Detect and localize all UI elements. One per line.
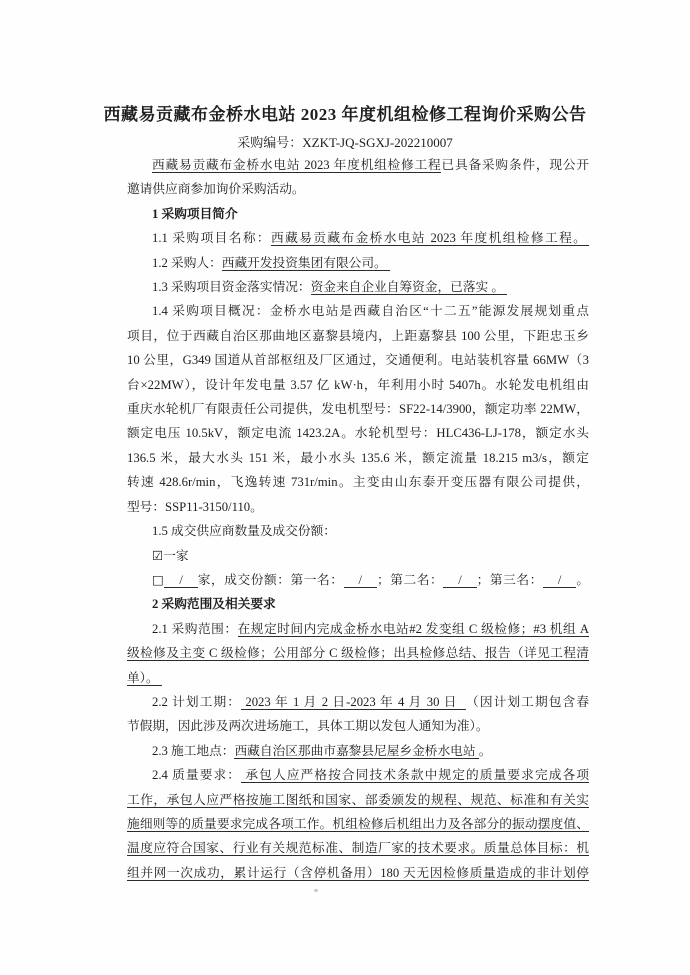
item-1-5: 1.5 成交供应商数量及成交份额： — [152, 524, 336, 539]
item-2-4-line-4 — [127, 836, 589, 860]
item-2-2-line-1 — [127, 690, 589, 714]
intro-line-2: 邀请供应商参加询价采购活动。 — [127, 182, 305, 197]
item-2-3-label: 2.3 施工地点： — [152, 743, 235, 758]
item-1-4-line-1: 1.4 采购项目概况：金桥水电站是西藏自治区“十二五”能源发展规划重点 — [152, 304, 589, 319]
unchecked-checkbox-icon: □ — [152, 571, 165, 587]
option-multi-blank-first: / — [343, 572, 377, 587]
item-2-2-label: 2.2 计划工期： — [152, 694, 242, 709]
option-multi-blank-second: / — [443, 572, 477, 587]
item-2-4-value-5: 组并网一次成功，累计运行（含停机备用）180 天无因检修质量造成的非计划停 — [127, 865, 589, 880]
section-2-heading: 2 采购范围及相关要求 — [152, 597, 276, 612]
item-2-2-line-2: 节假期，因此涉及两次进场施工，具体工期以发包人通知为准）。 — [127, 719, 489, 734]
section-1-heading: 1 采购项目简介 — [152, 206, 238, 221]
item-1-2 — [127, 251, 589, 275]
option-multi-supplier — [127, 568, 589, 592]
item-2-1-line-1 — [127, 617, 589, 641]
item-1-2-label: 1.2 采购人： — [152, 255, 222, 270]
item-2-1-label: 2.1 采购范围： — [152, 621, 238, 636]
item-1-4-line-9: 型号：SSP11-3150/110。 — [127, 499, 263, 514]
option-multi-period: 。 — [576, 572, 590, 587]
item-2-4-line-1 — [127, 763, 589, 787]
item-1-4-line-4: 台×22MW），设计年发电量 3.57 亿 kW·h，年利用小时 5407h。水轮发电机组由 — [127, 377, 589, 392]
doc-body — [127, 153, 589, 885]
procurement-number: 采购编号：XZKT-JQ-SGXJ-202210007 — [237, 135, 453, 150]
option-multi-text-1: 家，成交份额：第一名： — [197, 572, 344, 587]
item-2-4-label: 2.4 质量要求： — [152, 768, 242, 783]
scan-artifact-dot — [314, 889, 318, 892]
item-1-4-line-5: 重庆水轮机厂有限责任公司提供，发电机型号：SF22-14/3900，额定功率 22MW， — [127, 402, 589, 417]
item-1-3-label: 1.3 采购项目资金落实情况： — [152, 280, 311, 295]
intro-line-1 — [127, 153, 589, 177]
item-1-3-value: 资金来自企业自筹资金，已落实 。 — [310, 280, 508, 295]
item-2-4-line-5 — [127, 861, 589, 885]
item-2-3-period: 。 — [478, 743, 492, 758]
item-1-4-line-6: 额定电压 10.5kV，额定电流 1423.2A。水轮机型号：HLC436-LJ-178，额定水头 — [127, 426, 589, 441]
item-2-4-line-2 — [127, 788, 589, 812]
item-1-2-value: 西藏开发投资集团有限公司。 — [221, 255, 390, 270]
item-2-4-line-3 — [127, 812, 589, 836]
item-2-3-value: 西藏自治区那曲市嘉黎县尼屋乡金桥水电站 — [234, 743, 479, 758]
intro-rest: 已具备采购条件，现公开 — [441, 158, 590, 172]
item-2-2-dates: 2023 年 1 月 2 日-2023 年 4 月 30 日 — [241, 694, 467, 709]
item-1-4-line-3: 10 公里，G349 国道从首部枢纽及厂区通过，交通便利。电站装机容量 66MW（3 — [127, 353, 589, 368]
item-1-4-line-8: 转速 428.6r/min，飞逸转速 731r/min。主变由山东泰开变压器有限公司提供， — [127, 475, 589, 490]
option-multi-blank-third: / — [542, 572, 577, 587]
item-1-1-label: 1.1 采购项目名称： — [152, 231, 272, 246]
doc-title: 西藏易贡藏布金桥水电站 2023 年度机组检修工程询价采购公告 — [103, 105, 587, 124]
checked-checkbox-icon: ☑ — [152, 547, 164, 563]
option-multi-text-2: ；第二名： — [376, 572, 444, 587]
item-1-1 — [127, 226, 589, 250]
item-2-1-line-3 — [127, 666, 589, 690]
item-2-1-value-1: 在规定时间内完成金桥水电站#2 发变组 C 级检修；#3 机组 A — [237, 621, 590, 636]
intro-project-name: 西藏易贡藏布金桥水电站 2023 年度机组检修工程 — [152, 158, 442, 172]
option-multi-blank-count: / — [164, 572, 198, 587]
item-2-3 — [127, 739, 589, 763]
item-2-4-value-1: 承包人应严格按合同技术条款中规定的质量要求完成各项 — [241, 768, 590, 783]
option-single-label: 一家 — [163, 548, 189, 563]
item-1-4-line-7: 136.5 米，最大水头 151 米，最小水头 135.6 米，额定流量 18.215 m3/s，额定 — [127, 450, 589, 465]
item-2-1-line-2 — [127, 641, 589, 665]
item-2-1-value-3: 单）。 — [127, 670, 162, 685]
option-single-supplier — [127, 544, 589, 568]
item-2-4-value-2: 工作，承包人应严格按施工图纸和国家、部委颁发的规程、规范、标准和有关实 — [127, 792, 589, 807]
item-1-4-line-2: 项目，位于西藏自治区那曲地区嘉黎县境内，上距嘉黎县 100 公里，下距忠玉乡 — [127, 328, 589, 343]
item-2-1-value-2: 级检修及主变 C 级检修；公用部分 C 级检修；出具检修总结、报告（详见工程清 — [127, 646, 589, 661]
item-2-2-note-1: （因计划工期包含春 — [466, 694, 590, 709]
option-multi-text-3: ；第三名： — [476, 572, 543, 587]
item-2-4-value-3: 施细则等的质量要求完成各项工作。机组检修后机组出力及各部分的振动摆度值、 — [127, 816, 589, 831]
item-2-4-value-4: 温度应符合国家、行业有关规范标准、制造厂家的技术要求。质量总体目标：机 — [127, 841, 589, 856]
item-1-3 — [127, 275, 589, 299]
item-1-1-value: 西藏易贡藏布金桥水电站 2023 年度机组检修工程。 — [271, 231, 590, 246]
